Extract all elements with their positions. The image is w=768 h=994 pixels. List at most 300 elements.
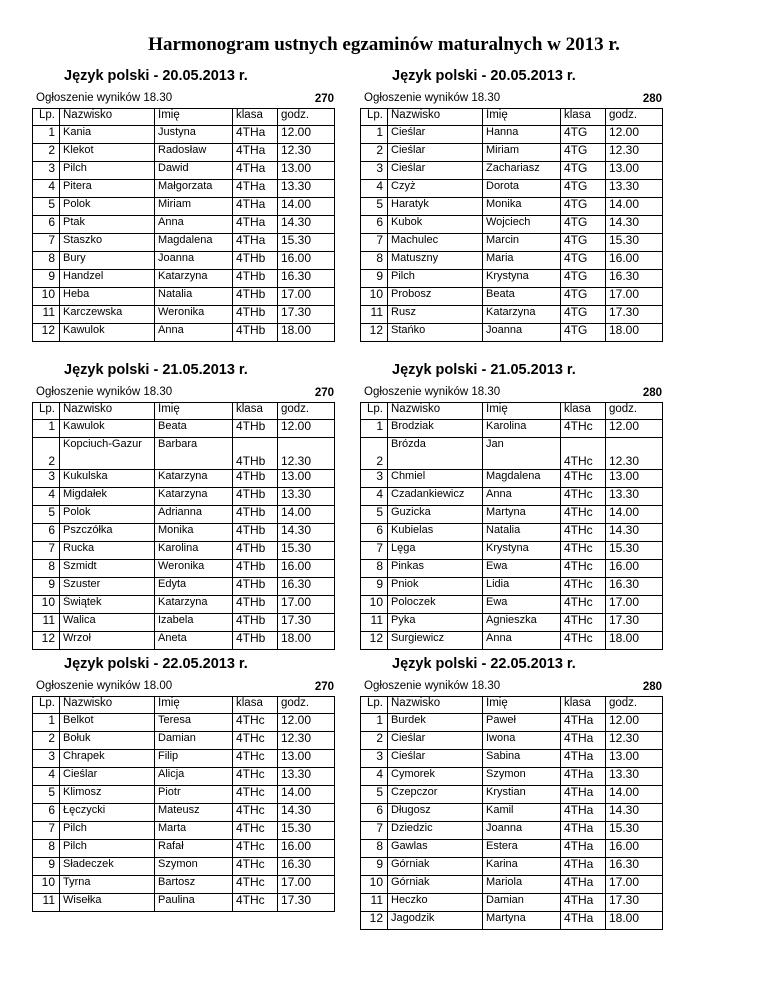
cell-imie: Monika <box>155 524 233 542</box>
cell-nazwisko: Kopciuch-Gazur <box>60 438 155 470</box>
cell-klasa: 4THc <box>233 876 278 894</box>
table-row <box>33 542 335 560</box>
cell-nazwisko: Klimosz <box>60 786 155 804</box>
cell-klasa: 4THc <box>233 732 278 750</box>
cell-klasa: 4THc <box>561 578 606 596</box>
cell-nazwisko: Heczko <box>388 894 483 912</box>
table-header-row <box>361 403 663 420</box>
cell-imie: Marta <box>155 822 233 840</box>
cell-lp: 5 <box>33 198 60 216</box>
table-row <box>361 596 663 614</box>
cell-imie: Kamil <box>483 804 561 822</box>
section-title: Język polski - 20.05.2013 r. <box>392 68 576 84</box>
cell-nazwisko: Matuszny <box>388 252 483 270</box>
cell-klasa: 4THa <box>561 714 606 732</box>
cell-klasa: 4THa <box>233 126 278 144</box>
cell-nazwisko: Kawulok <box>60 420 155 438</box>
cell-lp: 5 <box>361 198 388 216</box>
cell-klasa: 4THb <box>233 524 278 542</box>
table-row <box>361 306 663 324</box>
cell-lp: 1 <box>361 126 388 144</box>
cell-klasa: 4THc <box>561 542 606 560</box>
cell-godz: 12.00 <box>278 420 335 438</box>
cell-nazwisko: Czyż <box>388 180 483 198</box>
cell-nazwisko: Chmiel <box>388 470 483 488</box>
cell-godz: 16.30 <box>606 270 663 288</box>
section-title: Język polski - 22.05.2013 r. <box>392 656 576 672</box>
header-godz: godz. <box>606 403 663 420</box>
cell-lp: 4 <box>33 488 60 506</box>
cell-klasa: 4TG <box>561 288 606 306</box>
cell-imie: Adrianna <box>155 506 233 524</box>
table-row <box>33 632 335 650</box>
cell-klasa: 4THa <box>233 162 278 180</box>
cell-lp: 12 <box>361 324 388 342</box>
cell-godz: 12.30 <box>278 732 335 750</box>
cell-imie: Joanna <box>155 252 233 270</box>
cell-imie: Katarzyna <box>155 596 233 614</box>
cell-klasa: 4THc <box>233 750 278 768</box>
header-klasa: klasa <box>561 697 606 714</box>
cell-nazwisko: Gawlas <box>388 840 483 858</box>
header-imie: Imię <box>483 109 561 126</box>
table-row <box>33 144 335 162</box>
cell-lp: 5 <box>33 506 60 524</box>
cell-imie: Katarzyna <box>155 470 233 488</box>
cell-imie: Krystian <box>483 786 561 804</box>
header-nazwisko: Nazwisko <box>60 109 155 126</box>
cell-klasa: 4THc <box>561 632 606 650</box>
cell-godz: 12.30 <box>606 438 663 470</box>
cell-godz: 17.00 <box>606 876 663 894</box>
cell-imie: Beata <box>155 420 233 438</box>
cell-lp: 3 <box>33 470 60 488</box>
cell-klasa: 4THb <box>233 288 278 306</box>
cell-imie: Radosław <box>155 144 233 162</box>
table-row <box>33 560 335 578</box>
cell-godz: 16.00 <box>278 560 335 578</box>
cell-klasa: 4THb <box>233 324 278 342</box>
cell-nazwisko: Pniok <box>388 578 483 596</box>
cell-lp: 8 <box>33 560 60 578</box>
cell-imie: Szymon <box>155 858 233 876</box>
header-nazwisko: Nazwisko <box>388 109 483 126</box>
table-row <box>361 162 663 180</box>
header-imie: Imię <box>483 697 561 714</box>
cell-godz: 14.30 <box>278 524 335 542</box>
cell-klasa: 4TG <box>561 126 606 144</box>
room-number: 280 <box>642 93 662 105</box>
cell-nazwisko: Brodziak <box>388 420 483 438</box>
cell-godz: 18.00 <box>606 324 663 342</box>
cell-klasa: 4THb <box>233 470 278 488</box>
table-header-row <box>361 109 663 126</box>
table-row <box>33 714 335 732</box>
cell-klasa: 4TG <box>561 162 606 180</box>
header-imie: Imię <box>483 403 561 420</box>
cell-nazwisko: Kania <box>60 126 155 144</box>
cell-lp: 1 <box>361 420 388 438</box>
cell-klasa: 4THa <box>561 732 606 750</box>
cell-lp: 1 <box>361 714 388 732</box>
table-row <box>361 180 663 198</box>
cell-lp: 6 <box>361 524 388 542</box>
cell-nazwisko: Karczewska <box>60 306 155 324</box>
cell-godz: 17.30 <box>278 894 335 912</box>
table-row <box>361 768 663 786</box>
results-announcement: Ogłoszenie wyników 18.30 <box>36 92 173 104</box>
header-godz: godz. <box>606 697 663 714</box>
cell-godz: 16.00 <box>606 252 663 270</box>
results-announcement: Ogłoszenie wyników 18.30 <box>364 680 501 692</box>
cell-klasa: 4TG <box>561 144 606 162</box>
cell-imie: Weronika <box>155 306 233 324</box>
table-row <box>33 252 335 270</box>
cell-godz: 14.30 <box>606 524 663 542</box>
cell-klasa: 4THb <box>233 560 278 578</box>
cell-nazwisko: Poloczek <box>388 596 483 614</box>
table-row <box>33 270 335 288</box>
cell-godz: 16.30 <box>278 578 335 596</box>
cell-lp: 10 <box>33 876 60 894</box>
cell-nazwisko: Ptak <box>60 216 155 234</box>
cell-imie: Anna <box>483 632 561 650</box>
cell-godz: 16.00 <box>606 840 663 858</box>
cell-lp: 6 <box>361 216 388 234</box>
cell-klasa: 4THa <box>561 750 606 768</box>
cell-godz: 14.30 <box>278 804 335 822</box>
cell-imie: Joanna <box>483 324 561 342</box>
table-row <box>361 542 663 560</box>
cell-nazwisko: Tyrna <box>60 876 155 894</box>
cell-imie: Magdalena <box>483 470 561 488</box>
table-row <box>361 632 663 650</box>
cell-godz: 15.30 <box>606 234 663 252</box>
cell-godz: 13.00 <box>606 750 663 768</box>
cell-lp: 12 <box>361 912 388 930</box>
cell-nazwisko: Probosz <box>388 288 483 306</box>
cell-godz: 13.30 <box>606 488 663 506</box>
cell-lp: 10 <box>361 876 388 894</box>
table-header-row <box>33 403 335 420</box>
cell-nazwisko: Pyka <box>388 614 483 632</box>
results-announcement: Ogłoszenie wyników 18.30 <box>36 386 173 398</box>
cell-nazwisko: Bołuk <box>60 732 155 750</box>
cell-nazwisko: Pilch <box>60 840 155 858</box>
cell-lp: 6 <box>361 804 388 822</box>
cell-klasa: 4THc <box>561 438 606 470</box>
header-nazwisko: Nazwisko <box>60 403 155 420</box>
section-title: Język polski - 20.05.2013 r. <box>64 68 248 84</box>
header-lp: Lp. <box>33 403 60 420</box>
cell-imie: Dawid <box>155 162 233 180</box>
cell-klasa: 4THa <box>561 840 606 858</box>
cell-nazwisko: Stańko <box>388 324 483 342</box>
table-row <box>33 324 335 342</box>
table-row <box>33 596 335 614</box>
cell-nazwisko: Pilch <box>60 822 155 840</box>
cell-imie: Karolina <box>155 542 233 560</box>
cell-lp: 12 <box>361 632 388 650</box>
cell-klasa: 4THb <box>233 632 278 650</box>
cell-lp: 5 <box>361 506 388 524</box>
table-row <box>33 234 335 252</box>
cell-imie: Justyna <box>155 126 233 144</box>
cell-klasa: 4THa <box>561 822 606 840</box>
cell-lp: 1 <box>33 126 60 144</box>
cell-nazwisko: Walica <box>60 614 155 632</box>
cell-klasa: 4THb <box>233 614 278 632</box>
cell-lp: 10 <box>361 596 388 614</box>
table-row <box>361 614 663 632</box>
cell-lp: 7 <box>361 542 388 560</box>
cell-nazwisko: Szmidt <box>60 560 155 578</box>
cell-lp: 10 <box>33 288 60 306</box>
header-nazwisko: Nazwisko <box>60 697 155 714</box>
schedule-table <box>32 696 335 912</box>
room-number: 270 <box>314 681 334 693</box>
cell-lp: 1 <box>33 420 60 438</box>
cell-imie: Marcin <box>483 234 561 252</box>
cell-klasa: 4THb <box>233 596 278 614</box>
cell-lp: 2 <box>33 438 60 470</box>
cell-nazwisko: Kubielas <box>388 524 483 542</box>
cell-lp: 6 <box>33 524 60 542</box>
table-row <box>361 804 663 822</box>
table-row <box>33 732 335 750</box>
table-row <box>33 438 335 470</box>
cell-lp: 9 <box>361 270 388 288</box>
cell-godz: 13.00 <box>606 162 663 180</box>
cell-imie: Ewa <box>483 596 561 614</box>
cell-lp: 9 <box>361 858 388 876</box>
table-row <box>33 288 335 306</box>
cell-klasa: 4THa <box>561 912 606 930</box>
cell-imie: Damian <box>483 894 561 912</box>
cell-lp: 7 <box>33 234 60 252</box>
cell-nazwisko: Kukulska <box>60 470 155 488</box>
cell-imie: Magdalena <box>155 234 233 252</box>
cell-godz: 16.00 <box>278 252 335 270</box>
cell-klasa: 4THa <box>233 198 278 216</box>
cell-imie: Joanna <box>483 822 561 840</box>
header-imie: Imię <box>155 109 233 126</box>
cell-imie: Aneta <box>155 632 233 650</box>
cell-klasa: 4THc <box>561 560 606 578</box>
cell-lp: 7 <box>33 822 60 840</box>
cell-klasa: 4THb <box>233 542 278 560</box>
cell-imie: Ewa <box>483 560 561 578</box>
cell-godz: 14.00 <box>278 506 335 524</box>
cell-godz: 12.30 <box>278 438 335 470</box>
cell-nazwisko: Cieślar <box>388 750 483 768</box>
cell-lp: 2 <box>33 144 60 162</box>
cell-klasa: 4THa <box>561 894 606 912</box>
table-row <box>33 306 335 324</box>
cell-klasa: 4THb <box>233 306 278 324</box>
table-row <box>361 578 663 596</box>
table-row <box>361 288 663 306</box>
cell-lp: 10 <box>33 596 60 614</box>
table-row <box>33 858 335 876</box>
schedule-table <box>32 402 335 650</box>
cell-lp: 2 <box>33 732 60 750</box>
table-row <box>361 714 663 732</box>
table-row <box>361 876 663 894</box>
cell-imie: Teresa <box>155 714 233 732</box>
cell-klasa: 4THa <box>561 858 606 876</box>
cell-godz: 16.30 <box>606 578 663 596</box>
cell-imie: Sabina <box>483 750 561 768</box>
cell-godz: 17.00 <box>278 288 335 306</box>
cell-imie: Karolina <box>483 420 561 438</box>
cell-klasa: 4THc <box>561 488 606 506</box>
cell-imie: Krystyna <box>483 270 561 288</box>
table-row <box>33 804 335 822</box>
cell-lp: 9 <box>33 578 60 596</box>
cell-klasa: 4THb <box>233 578 278 596</box>
cell-nazwisko: Rucka <box>60 542 155 560</box>
cell-godz: 16.00 <box>606 560 663 578</box>
results-announcement: Ogłoszenie wyników 18.00 <box>36 680 173 692</box>
cell-lp: 11 <box>33 306 60 324</box>
table-row <box>33 822 335 840</box>
cell-godz: 12.00 <box>606 714 663 732</box>
cell-godz: 18.00 <box>278 632 335 650</box>
cell-lp: 12 <box>33 632 60 650</box>
cell-godz: 15.30 <box>606 822 663 840</box>
cell-klasa: 4THc <box>561 420 606 438</box>
table-row <box>361 858 663 876</box>
cell-klasa: 4THc <box>233 822 278 840</box>
cell-godz: 14.00 <box>278 786 335 804</box>
cell-nazwisko: Pszczółka <box>60 524 155 542</box>
cell-nazwisko: Staszko <box>60 234 155 252</box>
cell-lp: 6 <box>33 804 60 822</box>
table-row <box>361 438 663 470</box>
cell-imie: Lidia <box>483 578 561 596</box>
cell-klasa: 4THa <box>233 144 278 162</box>
cell-klasa: 4TG <box>561 252 606 270</box>
cell-nazwisko: Kubok <box>388 216 483 234</box>
cell-nazwisko: Wisełka <box>60 894 155 912</box>
cell-godz: 18.00 <box>278 324 335 342</box>
cell-klasa: 4THa <box>561 804 606 822</box>
cell-lp: 9 <box>33 270 60 288</box>
header-klasa: klasa <box>561 403 606 420</box>
cell-lp: 6 <box>33 216 60 234</box>
cell-lp: 11 <box>361 614 388 632</box>
cell-imie: Monika <box>483 198 561 216</box>
table-row <box>361 420 663 438</box>
cell-nazwisko: Pilch <box>60 162 155 180</box>
table-row <box>33 750 335 768</box>
cell-klasa: 4THc <box>561 470 606 488</box>
cell-imie: Miriam <box>483 144 561 162</box>
section-title: Język polski - 21.05.2013 r. <box>392 362 576 378</box>
cell-godz: 15.30 <box>278 542 335 560</box>
table-row <box>33 126 335 144</box>
cell-godz: 13.30 <box>606 768 663 786</box>
cell-klasa: 4THc <box>561 614 606 632</box>
cell-lp: 8 <box>361 560 388 578</box>
cell-imie: Katarzyna <box>155 270 233 288</box>
table-row <box>361 506 663 524</box>
cell-imie: Weronika <box>155 560 233 578</box>
cell-nazwisko: Łęczycki <box>60 804 155 822</box>
table-row <box>361 786 663 804</box>
table-row <box>33 524 335 542</box>
cell-lp: 4 <box>33 180 60 198</box>
cell-lp: 3 <box>33 162 60 180</box>
cell-godz: 14.30 <box>606 804 663 822</box>
table-row <box>33 488 335 506</box>
schedule-table <box>32 108 335 342</box>
page-title: Harmonogram ustnych egzaminów maturalnych w 2013 r. <box>148 34 620 55</box>
cell-lp: 11 <box>361 306 388 324</box>
cell-klasa: 4THa <box>233 180 278 198</box>
cell-lp: 4 <box>361 768 388 786</box>
cell-godz: 17.30 <box>606 306 663 324</box>
header-imie: Imię <box>155 403 233 420</box>
cell-godz: 18.00 <box>606 912 663 930</box>
cell-imie: Martyna <box>483 506 561 524</box>
cell-lp: 3 <box>361 162 388 180</box>
cell-imie: Anna <box>483 488 561 506</box>
cell-godz: 14.00 <box>606 786 663 804</box>
cell-godz: 13.30 <box>278 768 335 786</box>
cell-godz: 17.30 <box>606 894 663 912</box>
cell-nazwisko: Lęga <box>388 542 483 560</box>
table-row <box>361 144 663 162</box>
cell-nazwisko: Cieślar <box>388 732 483 750</box>
table-row <box>361 894 663 912</box>
cell-nazwisko: Dziedzic <box>388 822 483 840</box>
cell-nazwisko: Pitera <box>60 180 155 198</box>
cell-nazwisko: Migdałek <box>60 488 155 506</box>
cell-nazwisko: Burdek <box>388 714 483 732</box>
cell-godz: 16.30 <box>278 858 335 876</box>
cell-imie: Paweł <box>483 714 561 732</box>
header-lp: Lp. <box>361 403 388 420</box>
cell-lp: 4 <box>361 180 388 198</box>
cell-godz: 16.00 <box>278 840 335 858</box>
table-row <box>33 420 335 438</box>
cell-nazwisko: Szuster <box>60 578 155 596</box>
cell-nazwisko: Guzicka <box>388 506 483 524</box>
cell-klasa: 4THc <box>233 804 278 822</box>
cell-godz: 12.30 <box>606 144 663 162</box>
cell-nazwisko: Handzel <box>60 270 155 288</box>
cell-imie: Alicja <box>155 768 233 786</box>
cell-lp: 8 <box>33 840 60 858</box>
cell-klasa: 4TG <box>561 306 606 324</box>
cell-godz: 12.00 <box>606 126 663 144</box>
table-row <box>33 198 335 216</box>
cell-nazwisko: Haratyk <box>388 198 483 216</box>
cell-nazwisko: Brózda <box>388 438 483 470</box>
cell-nazwisko: Polok <box>60 506 155 524</box>
cell-klasa: 4TG <box>561 324 606 342</box>
cell-imie: Karina <box>483 858 561 876</box>
table-row <box>361 750 663 768</box>
cell-nazwisko: Cymorek <box>388 768 483 786</box>
cell-klasa: 4THc <box>233 858 278 876</box>
cell-nazwisko: Sładeczek <box>60 858 155 876</box>
table-header-row <box>33 109 335 126</box>
cell-klasa: 4THa <box>233 234 278 252</box>
table-row <box>361 198 663 216</box>
